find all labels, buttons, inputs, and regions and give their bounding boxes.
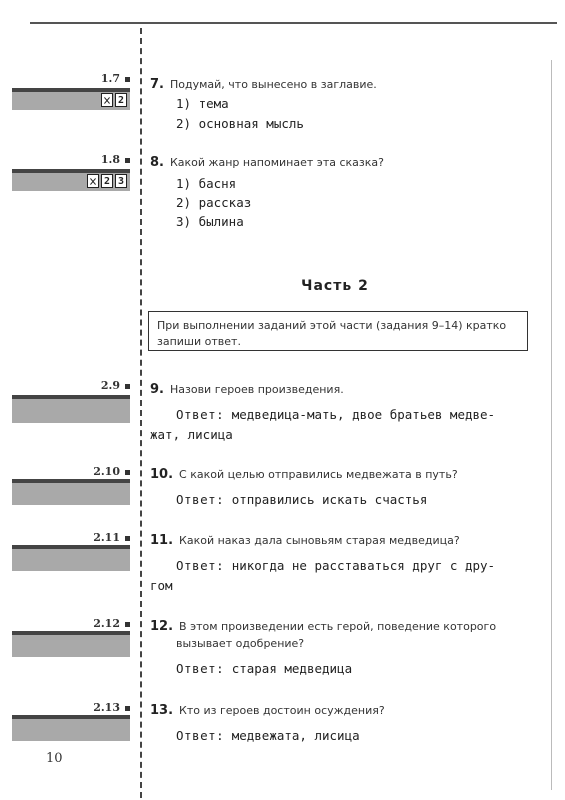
answer-text: медведица-мать, двое братьев медве-	[231, 407, 496, 422]
answer-10	[176, 490, 526, 510]
answer-bar-2-11[interactable]	[12, 545, 130, 571]
question-10: 10. С какой целью отправились медвежата в путь?	[150, 467, 458, 482]
task-code-2-12: 2.12	[12, 617, 130, 630]
task-code-2-9: 2.9	[12, 379, 130, 392]
answer-label: Ответ:	[176, 661, 225, 676]
option-7-2[interactable]: 2) основная мысль	[176, 116, 304, 131]
answer-label: Ответ:	[176, 728, 225, 743]
task-code-2-11: 2.11	[12, 531, 130, 544]
page-number: 10	[46, 751, 63, 766]
top-rule	[30, 22, 557, 24]
answer-label: Ответ:	[176, 558, 225, 573]
option-8-3[interactable]: 3) былина	[176, 214, 244, 229]
answer-text-cont: жат, лисица	[150, 427, 233, 442]
part-heading: Часть 2	[301, 278, 369, 294]
answer-cell[interactable]: 2	[101, 174, 113, 188]
answer-cell-crossed[interactable]	[87, 174, 99, 188]
answer-text: никогда не расставаться друг с дру-	[231, 558, 496, 573]
question-8: 8. Какой жанр напоминает эта сказка?	[150, 155, 384, 170]
answer-9	[150, 405, 526, 442]
answer-12	[176, 659, 526, 679]
question-12: 12. В этом произведении есть герой, поведение которого	[150, 619, 497, 634]
answer-bar-1-8	[12, 169, 130, 191]
margin-divider	[140, 28, 142, 798]
question-12-line2: вызывает одобрение?	[176, 637, 305, 650]
answer-bar-2-12[interactable]	[12, 631, 130, 657]
option-7-1[interactable]: 1) тема	[176, 96, 229, 111]
answer-cell[interactable]: 2	[115, 93, 127, 107]
answer-bar-1-7	[12, 88, 130, 110]
question-13: 13. Кто из героев достоин осуждения?	[150, 703, 385, 718]
task-code-2-10: 2.10	[12, 465, 130, 478]
answer-cell-crossed[interactable]	[101, 93, 113, 107]
answer-text: отправились искать счастья	[231, 492, 428, 507]
right-edge-line	[551, 60, 552, 790]
answer-label: Ответ:	[176, 492, 225, 507]
answer-text-cont: гом	[150, 578, 173, 593]
question-9: 9. Назови героев произведения.	[150, 382, 344, 397]
option-8-2[interactable]: 2) рассказ	[176, 195, 252, 210]
task-code-1-7: 1.7	[12, 72, 130, 85]
question-7: 7. Подумай, что вынесено в заглавие.	[150, 77, 377, 92]
answer-13	[176, 726, 526, 746]
answer-bar-2-10[interactable]	[12, 479, 130, 505]
question-11: 11. Какой наказ дала сыновьям старая медведица?	[150, 533, 460, 548]
answer-text: старая медведица	[231, 661, 353, 676]
answer-label: Ответ:	[176, 407, 225, 422]
task-code-1-8: 1.8	[12, 153, 130, 166]
answer-text: медвежата, лисица	[231, 728, 360, 743]
option-8-1[interactable]: 1) басня	[176, 176, 237, 191]
answer-bar-2-13[interactable]	[12, 715, 130, 741]
answer-cell[interactable]: 3	[115, 174, 127, 188]
answer-11	[150, 556, 526, 593]
instruction-box: При выполнении заданий этой части (задания 9–14) кратко запиши ответ.	[148, 311, 528, 351]
task-code-2-13: 2.13	[12, 701, 130, 714]
answer-bar-2-9[interactable]	[12, 395, 130, 423]
